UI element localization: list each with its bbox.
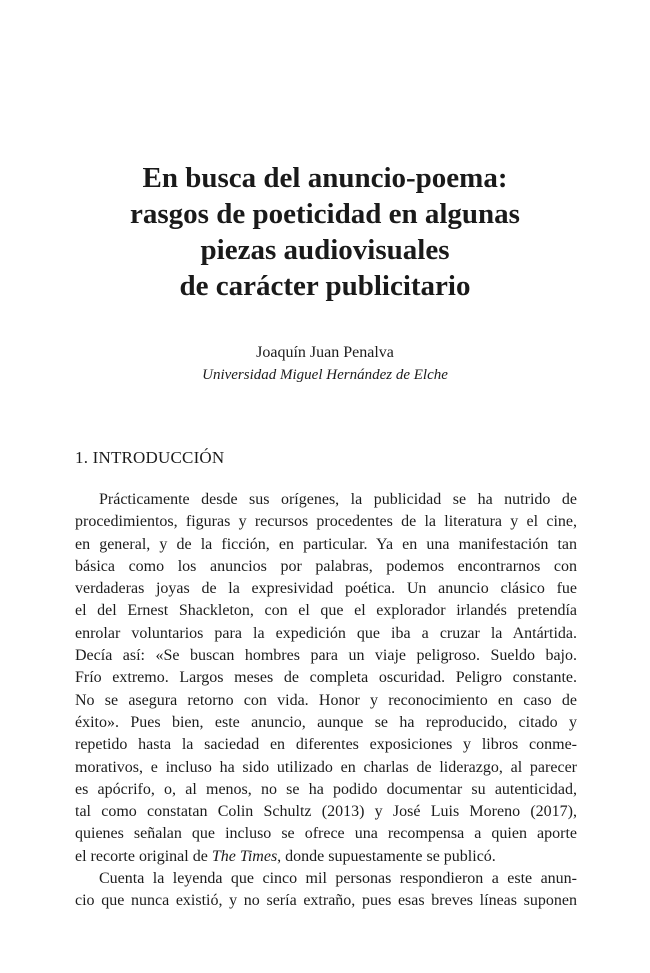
text-line: No se asegura retorno con vida. Honor y reconocimiento en caso de — [75, 691, 577, 709]
text-line: Decía así: «Se buscan hombres para un viaje peligroso. Sueldo bajo. — [75, 647, 577, 665]
author-affiliation: Universidad Miguel Hernández de Elche — [202, 367, 448, 383]
newspaper-title: The Times — [211, 847, 278, 865]
text-line: Cuenta la leyenda que cinco mil personas respondieron a este anun- — [99, 870, 577, 888]
text-line: el del Ernest Shackleton, con el que el explorador irlandés pretendía — [75, 602, 577, 620]
text-line-last — [75, 846, 577, 868]
body-text — [75, 489, 577, 913]
text-line: Frío extremo. Largos meses de completa oscuridad. Peligro constante. — [75, 669, 577, 687]
text-line: básica como los anuncios por palabras, podemos encontrarnos con — [75, 557, 577, 575]
section-heading: 1. INTRODUCCIÓN — [75, 448, 225, 467]
text-line: éxito». Pues bien, este anuncio, aunque se ha reproducido, citado y — [75, 713, 577, 731]
text-line: morativos, e incluso ha sido utilizado en charlas de liderazgo, al parecer — [75, 758, 577, 776]
article-title — [0, 160, 650, 304]
text-line: verdaderas joyas de la expresividad poética. Un anuncio clásico fue — [75, 580, 577, 598]
text-line: es apócrifo, o, al menos, no se ha podido documentar su autenticidad, — [75, 780, 577, 798]
title-line: piezas audiovisuales — [200, 234, 450, 266]
text-line: cio que nunca existió, y no sería extraño, pues esas breves líneas suponen — [75, 892, 577, 910]
text-line: repetido hasta la saciedad en diferentes exposiciones y libros conme- — [75, 736, 577, 754]
text-line: tal como constatan Colin Schultz (2013) y José Luis Moreno (2017), — [75, 803, 577, 821]
text-line: Prácticamente desde sus orígenes, la publicidad se ha nutrido de — [99, 491, 577, 508]
text-line: en general, y de la ficción, en particular. Ya en una manifestación tan — [75, 535, 577, 553]
title-line: de carácter publicitario — [179, 270, 471, 302]
author-block — [0, 342, 650, 386]
author-name: Joaquín Juan Penalva — [256, 344, 394, 361]
title-line: En busca del anuncio-poema: — [142, 162, 508, 194]
text-line: enrolar voluntarios para la expedición que iba a cruzar la Antártida. — [75, 624, 577, 642]
text-line: procedimientos, figuras y recursos procedentes de la literatura y el cine, — [75, 513, 577, 531]
text-fragment: , donde supuestamente se publicó. — [277, 847, 496, 865]
text-fragment: el recorte original de — [75, 847, 212, 865]
title-line: rasgos de poeticidad en algunas — [130, 198, 520, 230]
text-line: quienes señalan que incluso se ofrece una recompensa a quien aporte — [75, 825, 577, 843]
